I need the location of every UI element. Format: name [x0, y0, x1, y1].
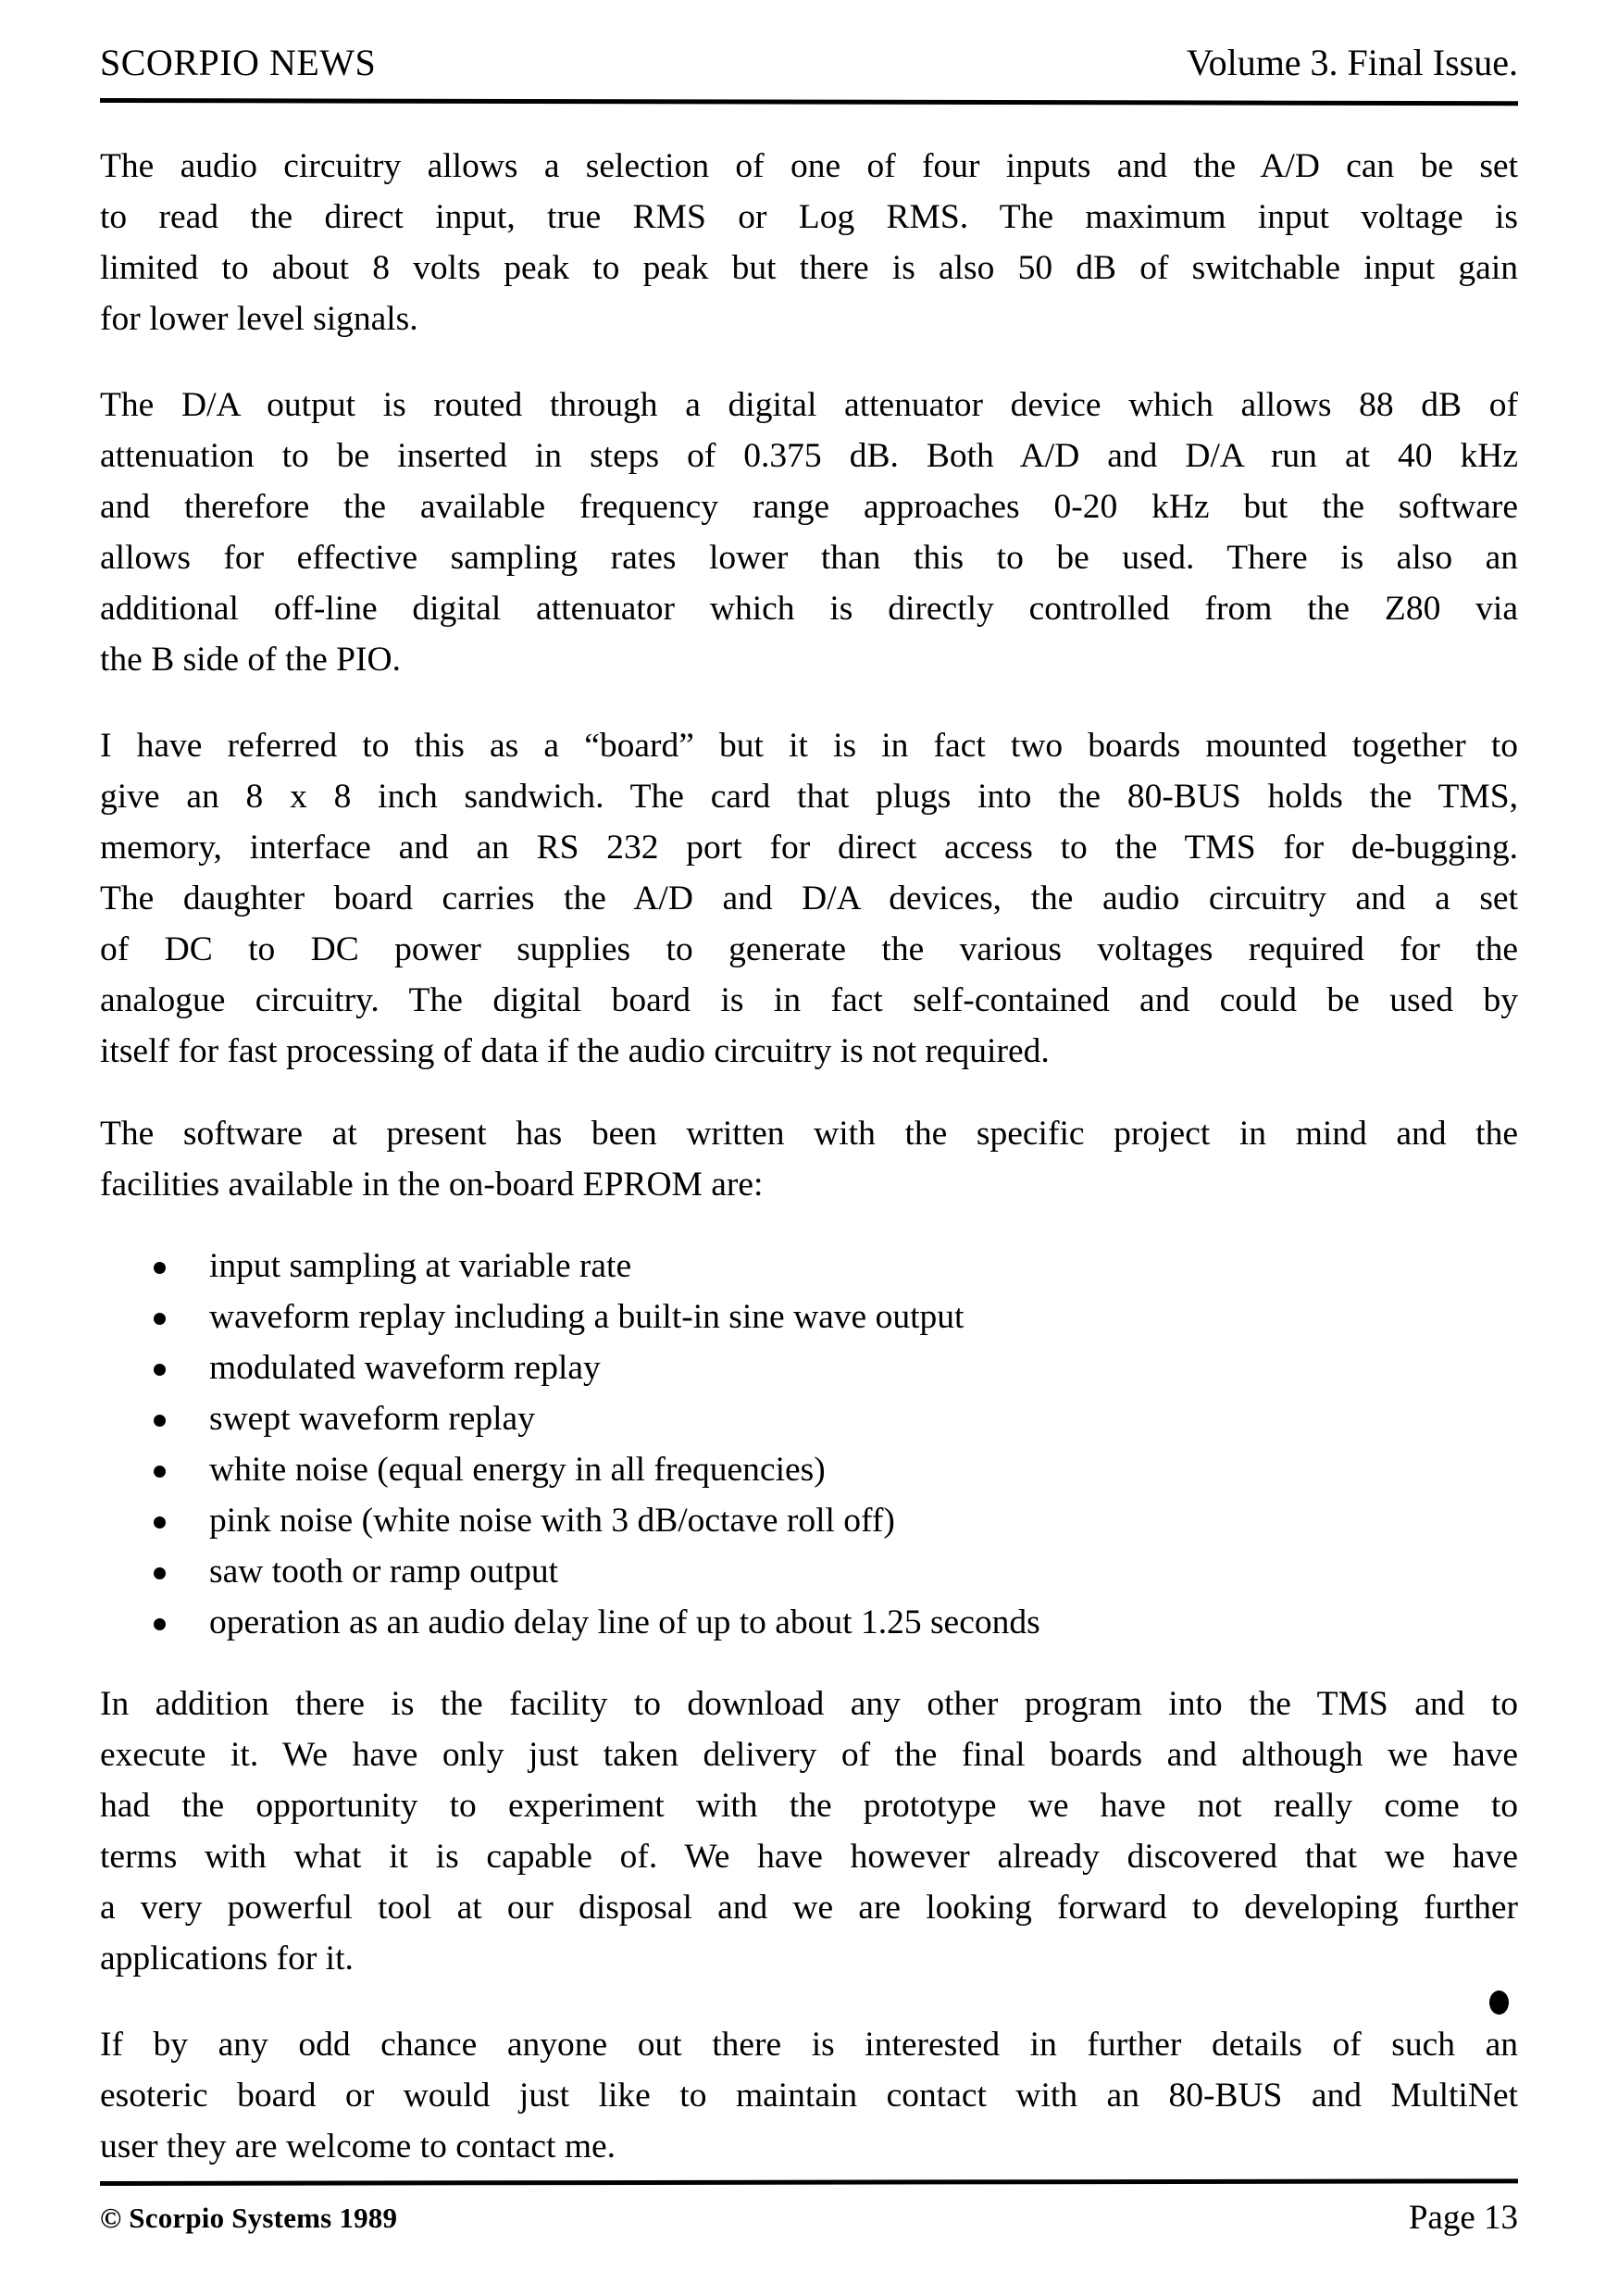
bullet-dot-icon [154, 1364, 166, 1376]
bullet-dot-icon [154, 1618, 166, 1630]
list-item [100, 1547, 1518, 1596]
paragraph-contact-invitation [100, 2019, 1518, 2172]
list-item-label: saw tooth or ramp output [209, 1553, 559, 1591]
text-line: and therefore the available frequency range approaches 0-20 kHz but the software [100, 488, 1518, 526]
text-line: applications for it. [100, 1940, 354, 1978]
list-item-label: modulated waveform replay [209, 1349, 601, 1387]
list-item [100, 1598, 1518, 1647]
bullet-dot-icon [154, 1567, 166, 1579]
text-line: had the opportunity to experiment with the prototype we have not really come to [100, 1787, 1518, 1825]
text-line: the B side of the PIO. [100, 641, 401, 679]
page-footer [100, 2199, 1518, 2253]
publication-title: SCORPIO NEWS [100, 42, 377, 83]
header-divider-rule [100, 98, 1518, 106]
copyright-notice: © Scorpio Systems 1989 [100, 2202, 398, 2234]
text-line: The D/A output is routed through a digital attenuator device which allows 88 dB of [100, 386, 1518, 424]
text-line: execute it. We have only just taken delivery of the final boards and although we have [100, 1736, 1518, 1774]
end-of-article-mark-icon [1489, 1990, 1509, 2015]
text-line: give an 8 x 8 inch sandwich. The card that plugs into the 80-BUS holds the TMS, [100, 778, 1518, 816]
paragraph-download-program [100, 1678, 1518, 1984]
text-line: analogue circuitry. The digital board is in fact self-contained and could be used by [100, 981, 1518, 1019]
list-item-label: input sampling at variable rate [209, 1247, 632, 1285]
text-line: I have referred to this as a “board” but it is in fact two boards mounted together to [100, 727, 1518, 765]
text-line: memory, interface and an RS 232 port for direct access to the TMS for de-bugging. [100, 829, 1518, 867]
bullet-dot-icon [154, 1415, 166, 1427]
text-line: itself for fast processing of data if the audio circuitry is not required. [100, 1032, 1050, 1070]
article-body [100, 141, 1518, 2207]
text-line: esoteric board or would just like to maintain contact with an 80-BUS and MultiNet [100, 2077, 1518, 2115]
list-item-label: white noise (equal energy in all frequencies) [209, 1451, 826, 1489]
list-item [100, 1292, 1518, 1341]
bullet-dot-icon [154, 1313, 166, 1325]
text-line: If by any odd chance anyone out there is interested in further details of such an [100, 2026, 1518, 2064]
bullet-dot-icon [154, 1516, 166, 1529]
paragraph-da-output [100, 380, 1518, 685]
list-item [100, 1394, 1518, 1443]
text-line: to read the direct input, true RMS or Log RMS. The maximum input voltage is [100, 198, 1518, 236]
text-line: facilities available in the on-board EPROM are: [100, 1166, 764, 1204]
text-line: for lower level signals. [100, 300, 418, 338]
page-number: Page 13 [1408, 2199, 1518, 2237]
list-item [100, 1496, 1518, 1545]
text-line: limited to about 8 volts peak to peak but there is also 50 dB of switchable input gain [100, 249, 1518, 287]
paragraph-audio-circuitry [100, 141, 1518, 344]
issue-label: Volume 3. Final Issue. [1186, 42, 1518, 83]
text-line: In addition there is the facility to download any other program into the TMS and to [100, 1685, 1518, 1723]
list-item-label: swept waveform replay [209, 1400, 535, 1438]
list-item-label: waveform replay including a built-in sine wave output [209, 1298, 965, 1336]
text-line: a very powerful tool at our disposal and we are looking forward to developing further [100, 1889, 1518, 1927]
paragraph-board-description [100, 720, 1518, 1077]
text-line: attenuation to be inserted in steps of 0.375 dB. Both A/D and D/A run at 40 kHz [100, 437, 1518, 475]
text-line: allows for effective sampling rates lower than this to be used. There is also an [100, 539, 1518, 577]
bullet-dot-icon [154, 1262, 166, 1274]
text-line: The daughter board carries the A/D and D/A devices, the audio circuitry and a set [100, 880, 1518, 917]
paragraph-software-intro [100, 1108, 1518, 1210]
list-item-label: pink noise (white noise with 3 dB/octave roll off) [209, 1502, 895, 1540]
text-line: terms with what it is capable of. We have however already discovered that we have [100, 1838, 1518, 1876]
list-item [100, 1445, 1518, 1494]
list-item [100, 1343, 1518, 1392]
running-head [100, 41, 1518, 98]
text-line: of DC to DC power supplies to generate the various voltages required for the [100, 930, 1518, 968]
text-line: The audio circuitry allows a selection of one of four inputs and the A/D can be set [100, 147, 1518, 185]
eprom-facilities-list [100, 1242, 1518, 1647]
bullet-dot-icon [154, 1466, 166, 1478]
text-line: user they are welcome to contact me. [100, 2128, 616, 2165]
list-item-label: operation as an audio delay line of up to about 1.25 seconds [209, 1603, 1040, 1641]
text-line: additional off-line digital attenuator which is directly controlled from the Z80 via [100, 590, 1518, 628]
list-item [100, 1242, 1518, 1291]
text-line: The software at present has been written with the specific project in mind and the [100, 1115, 1518, 1153]
